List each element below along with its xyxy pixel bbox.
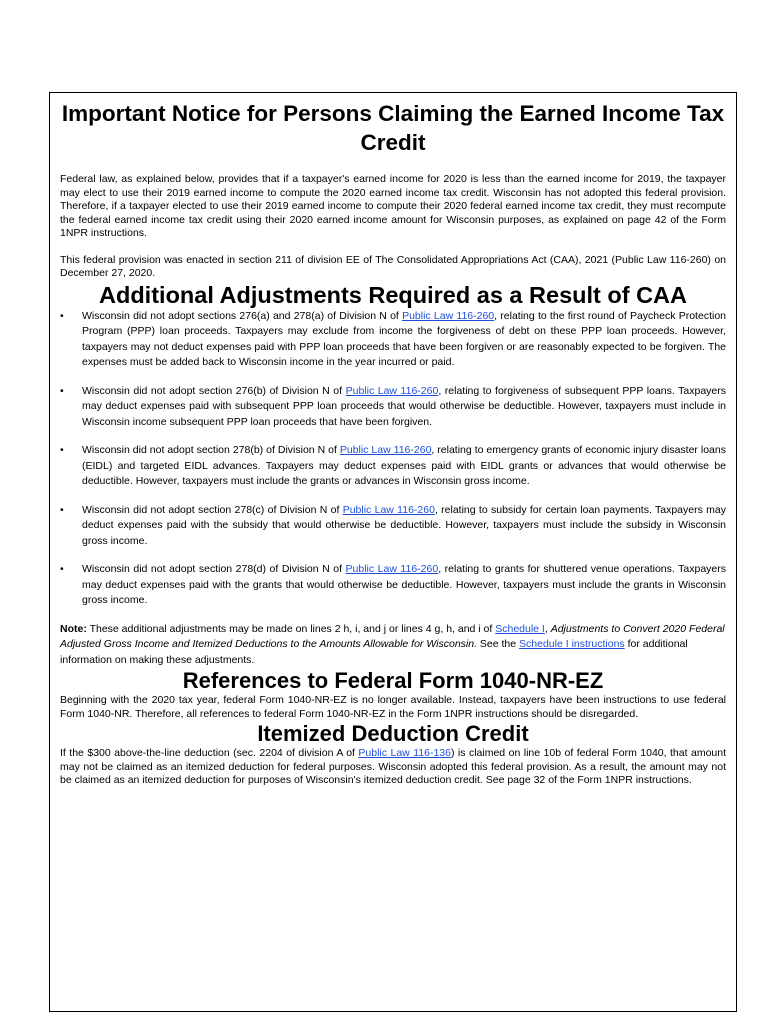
list-item	[60, 562, 726, 609]
item-text: Wisconsin did not adopt section 278(c) of Division N of	[82, 503, 343, 516]
item-text: , relating to emergency grants of economic injury disaster loans (EIDL) and targeted EIDL advances. Taxpayers may deduct expenses paid with EIDL grants or advances that would otherwise be deductible. However, taxpayers must include the grants or advances in Wisconsin gross income.	[82, 444, 726, 487]
bullet-icon: •	[60, 309, 64, 322]
itemized-text: ) is claimed on line 10b of federal Form 1040, that amount may not be claimed as an itemized deduction for federal purposes. Wisconsin adopted this federal provision. As a result, the amount may not be claimed as an itemized deduction for purposes of Wisconsin's itemized deduction credit. See page 32 of the Form 1NPR instructions.	[60, 747, 727, 786]
item-text: , relating to the first round of Paycheck Protection Program (PPP) loan proceeds. Taxpayers may exclude from income the forgiveness of debt on these PPP loan proceeds. However, taxpayers may not deduct expenses paid with PPP loan proceeds that have been forgiven or are reasonably expected to be forgiven. The expenses must be added back to Wisconsin income in the year incurred or paid.	[82, 309, 726, 368]
list-item	[60, 503, 726, 550]
note-text: See the	[477, 638, 520, 650]
list-item	[60, 309, 726, 371]
item-text: , relating to forgiveness of subsequent PPP loans. Taxpayers may deduct expenses paid with subsequent PPP loan proceeds that would otherwise be deductible. However, taxpayers must include in Wisconsin income subsequent PPP loan proceeds that have been forgiven.	[82, 384, 726, 428]
bullet-icon: •	[60, 444, 64, 456]
schedule-i-title: Adjustments to Convert 2020 Federal Adjusted Gross Income and Itemized Deductions to the Amounts Allowable for Wisconsin.	[60, 622, 725, 650]
itemized-text: If the $300 above-the-line deduction (sec. 2204 of division A of	[60, 747, 359, 759]
page-title: Important Notice for Persons Claiming the Earned Income Tax Credit	[61, 101, 725, 155]
caa-heading: Additional Adjustments Required as a Result of CAA	[99, 281, 687, 308]
bullet-icon: •	[60, 384, 64, 397]
note-label: Note:	[60, 622, 87, 635]
item-text: Wisconsin did not adopt section 278(b) of Division N of	[82, 444, 340, 456]
schedule-i-instructions-link[interactable]: Schedule I instructions	[519, 638, 625, 650]
note-paragraph	[60, 622, 726, 669]
public-law-116-260-link[interactable]: Public Law 116-260	[345, 384, 439, 397]
note-text: These additional adjustments may be made on lines 2 h, i, and j or lines 4 g, h, and i of	[86, 622, 496, 635]
bullet-icon: •	[60, 503, 64, 516]
references-paragraph: Beginning with the 2020 tax year, federal Form 1040-NR-EZ is no longer available. Instead, taxpayers have been instructions to use federal Form 1040-NR. Therefore, all references to federal Form 1040-NR-EZ in the Form 1NPR instructions should be disregarded.	[60, 694, 726, 720]
item-text: Wisconsin did not adopt section 276(b) of Division N of	[82, 384, 346, 397]
item-text: Wisconsin did not adopt section 278(d) of Division N of	[82, 563, 346, 575]
notice-box	[49, 92, 737, 1012]
item-text: Wisconsin did not adopt sections 276(a) and 278(a) of Division N of	[82, 309, 403, 322]
schedule-i-link[interactable]: Schedule I	[495, 622, 545, 635]
note-text: for additional information on making these adjustments.	[60, 638, 688, 666]
public-law-116-260-link[interactable]: Public Law 116-260	[402, 309, 495, 322]
list-item	[60, 443, 726, 490]
list-item	[60, 384, 726, 431]
intro-paragraph-1: Federal law, as explained below, provides that if a taxpayer's earned income for 2020 is less than the earned income for 2019, the taxpayer may elect to use their 2019 earned income to compute the 2020 earned income tax credit. Wisconsin has not adopted this federal provision. Therefore, if a taxpayer elected to use their 2019 earned income to compute their 2020 federal earned income tax credit, they must recompute the federal earned income tax credit using their 2020 earned income amount for Wisconsin purposes, as explained on page 42 of the Form 1NPR instructions.	[60, 173, 726, 239]
bullet-icon: •	[60, 563, 64, 575]
intro-paragraph-2: This federal provision was enacted in section 211 of division EE of The Consolidated Appropriations Act (CAA), 2021 (Public Law 116-260) on December 27, 2020.	[60, 253, 726, 279]
note-text: ,	[544, 622, 551, 635]
references-heading: References to Federal Form 1040-NR-EZ	[182, 668, 604, 693]
item-text: , relating to subsidy for certain loan payments. Taxpayers may deduct expenses paid with the subsidy that would otherwise be deductible. However, taxpayers must include the subsidy in Wisconsin gross income.	[82, 503, 726, 547]
itemized-heading: Itemized Deduction Credit	[257, 721, 529, 746]
public-law-116-136-link[interactable]: Public Law 116-136	[358, 747, 451, 759]
public-law-116-260-link[interactable]: Public Law 116-260	[342, 503, 435, 516]
public-law-116-260-link[interactable]: Public Law 116-260	[345, 563, 439, 575]
public-law-116-260-link[interactable]: Public Law 116-260	[339, 444, 432, 456]
itemized-paragraph	[60, 747, 726, 788]
item-text: , relating to grants for shuttered venue operations. Taxpayers may deduct expenses paid with the grants that would otherwise be deductible. However, taxpayers must include the grants in Wisconsin gross income.	[82, 563, 726, 606]
caa-adjustments-list	[60, 309, 726, 609]
